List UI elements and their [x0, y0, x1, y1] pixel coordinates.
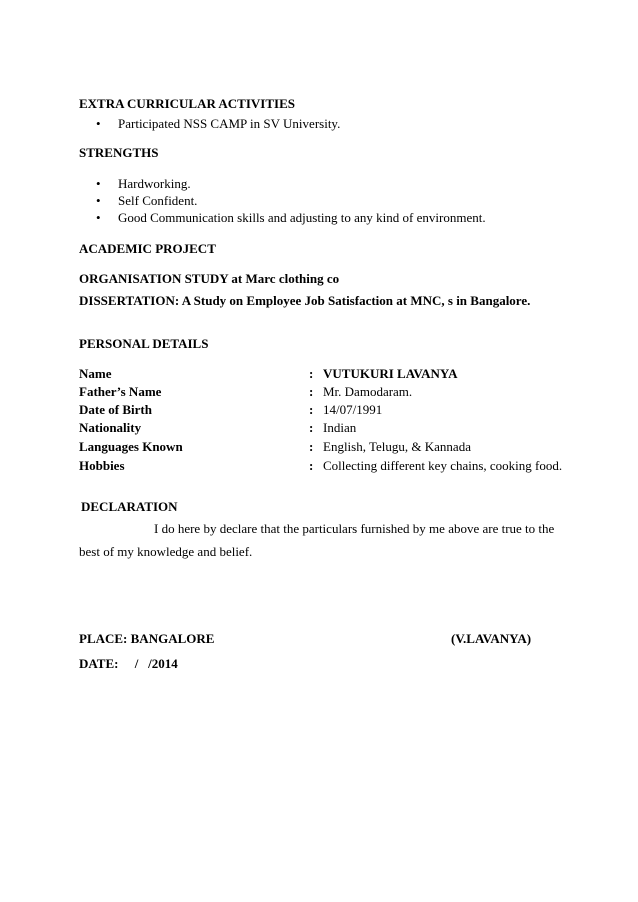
detail-label: Languages Known: [79, 439, 183, 454]
detail-row-name: [79, 366, 579, 384]
detail-row-hobbies: [79, 458, 579, 476]
bullet-icon: •: [96, 176, 101, 191]
detail-label: Date of Birth: [79, 402, 152, 417]
strengths-heading: STRENGTHS: [79, 145, 159, 160]
strength-item-text: Hardworking.: [118, 176, 191, 191]
detail-value: 14/07/1991: [323, 402, 383, 417]
strength-item-text: Good Communication skills and adjusting to any kind of environment.: [118, 210, 486, 225]
organisation-study: ORGANISATION STUDY at Marc clothing co: [79, 271, 340, 286]
detail-value: English, Telugu, & Kannada: [323, 439, 471, 454]
detail-value: Mr. Damodaram.: [323, 384, 413, 399]
bullet-icon: •: [96, 210, 101, 225]
detail-value: VUTUKURI LAVANYA: [323, 366, 458, 381]
signature-name: (V.LAVANYA): [451, 631, 532, 646]
detail-label: Hobbies: [79, 458, 125, 473]
academic-project-heading: ACADEMIC PROJECT: [79, 241, 216, 256]
detail-label: Father’s Name: [79, 384, 162, 399]
detail-label: Name: [79, 366, 112, 381]
bullet-icon: •: [96, 116, 101, 131]
detail-label: Nationality: [79, 420, 142, 435]
personal-details-heading: PERSONAL DETAILS: [79, 336, 209, 351]
bullet-icon: •: [96, 193, 101, 208]
detail-row-languages: [79, 439, 579, 457]
date-label: DATE: / /2014: [79, 656, 178, 671]
declaration-line-2: best of my knowledge and belief.: [79, 544, 253, 559]
detail-colon: :: [309, 439, 314, 454]
detail-colon: :: [309, 366, 314, 381]
detail-value: Collecting different key chains, cooking food.: [323, 458, 563, 473]
detail-colon: :: [309, 458, 314, 473]
detail-row-father-name: [79, 384, 579, 402]
detail-row-date-of-birth: [79, 402, 579, 420]
detail-value: Indian: [323, 420, 357, 435]
dissertation: DISSERTATION: A Study on Employee Job Satisfaction at MNC, s in Bangalore.: [79, 293, 531, 308]
place-label: PLACE: BANGALORE: [79, 631, 215, 646]
strength-item-text: Self Confident.: [118, 193, 198, 208]
detail-colon: :: [309, 402, 314, 417]
extra-curricular-heading: EXTRA CURRICULAR ACTIVITIES: [79, 96, 295, 111]
extra-item-text: Participated NSS CAMP in SV University.: [118, 116, 341, 131]
declaration-line-1: I do here by declare that the particulars furnished by me above are true to the: [154, 521, 555, 536]
declaration-heading: DECLARATION: [81, 499, 178, 514]
detail-colon: :: [309, 420, 314, 435]
detail-colon: :: [309, 384, 314, 399]
detail-row-nationality: [79, 420, 579, 438]
